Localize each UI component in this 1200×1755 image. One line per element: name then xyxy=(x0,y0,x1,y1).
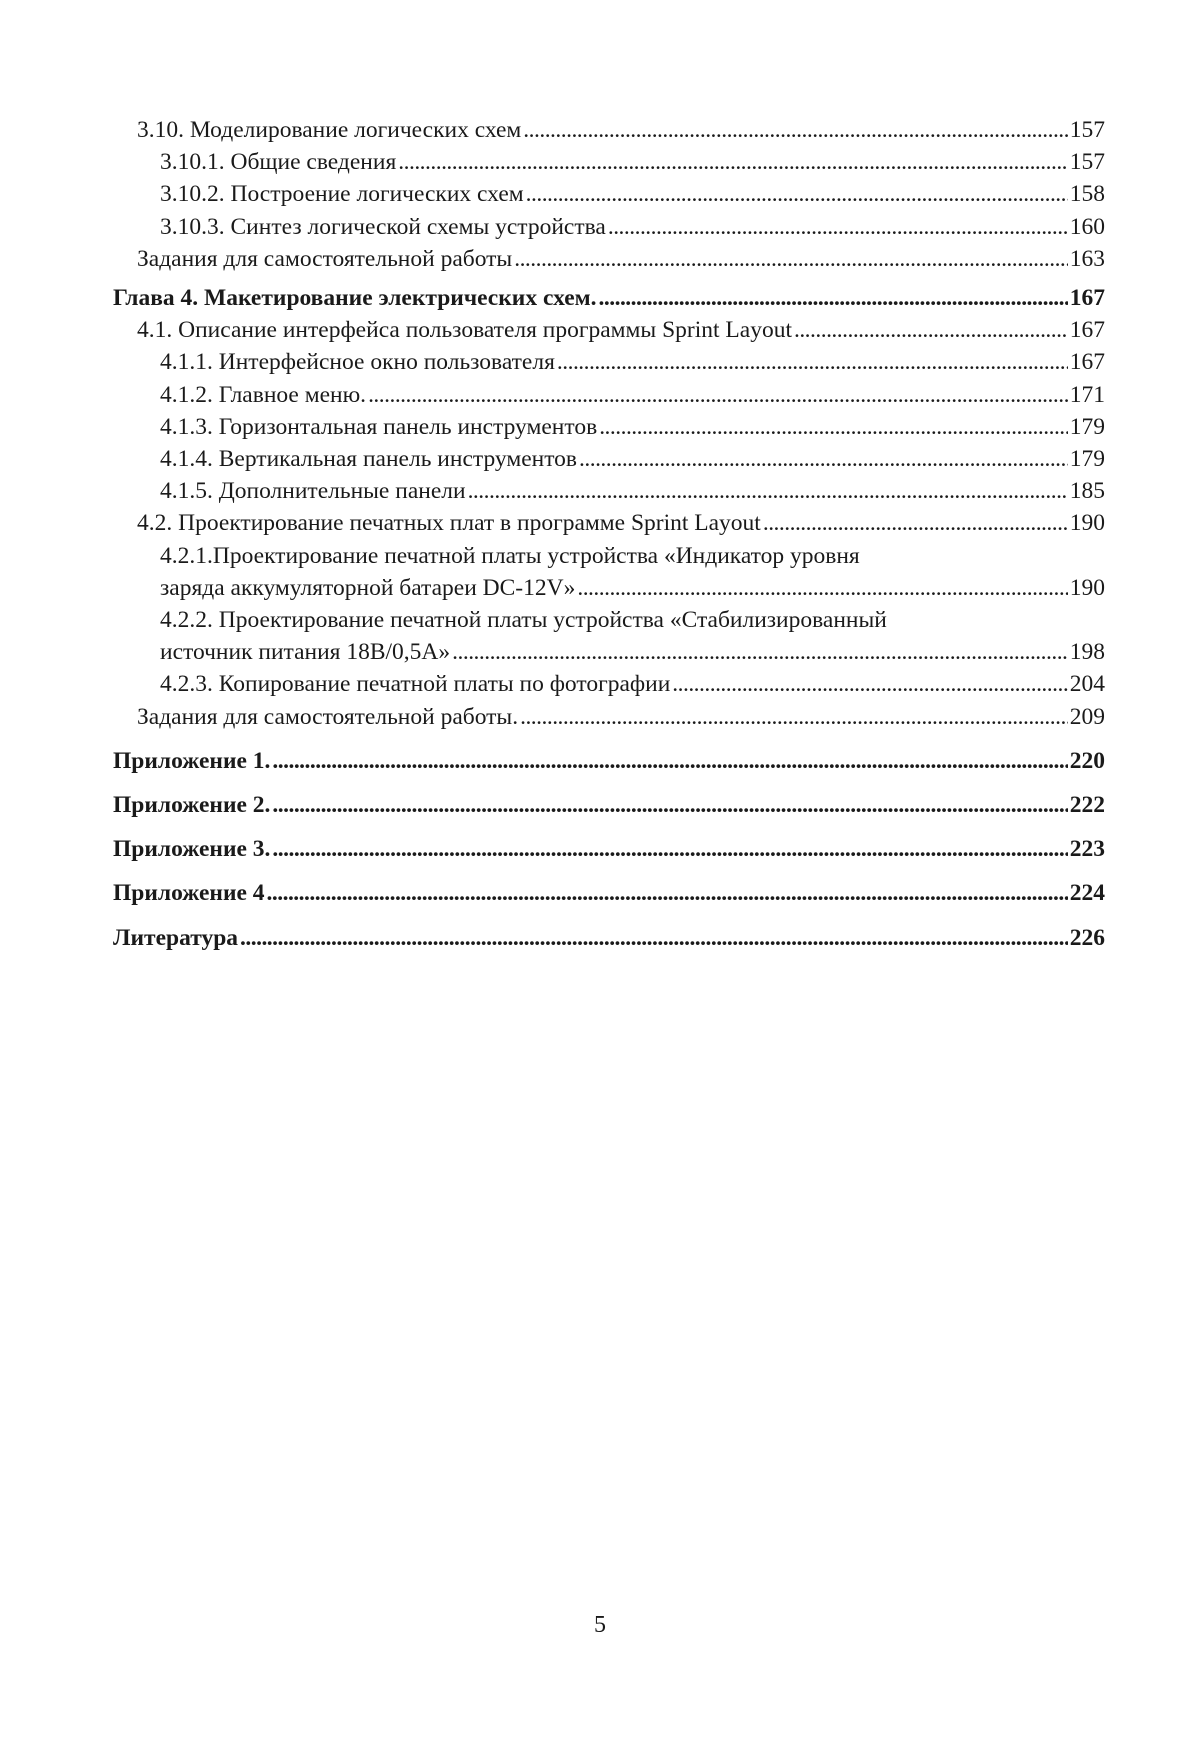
toc-appendix-entry xyxy=(113,745,1105,777)
toc-entry-page: 167 xyxy=(1069,349,1105,376)
toc-entry-title: 4.1. Описание интерфейса пользователя программы Sprint Layout xyxy=(137,317,792,344)
dot-leader xyxy=(763,507,1068,539)
toc-entry-page: 179 xyxy=(1069,446,1105,473)
toc-entry-page: 204 xyxy=(1069,671,1105,698)
toc-entry-page: 171 xyxy=(1069,381,1105,408)
dot-leader xyxy=(599,411,1068,443)
toc-entry-page: 190 xyxy=(1069,510,1105,537)
toc-entry xyxy=(113,146,1105,178)
toc-entry-page: 167 xyxy=(1069,285,1105,312)
toc-entry xyxy=(113,346,1105,378)
toc-entry-page: 158 xyxy=(1069,181,1105,208)
toc-entry-title: Приложение 2. xyxy=(113,792,271,819)
page-number: 5 xyxy=(594,1612,606,1638)
toc-entry-page: 190 xyxy=(1069,574,1105,601)
toc-entry-multiline xyxy=(113,604,1105,668)
dot-leader xyxy=(398,146,1067,178)
toc-entry xyxy=(113,636,1105,668)
dot-leader xyxy=(272,789,1067,821)
toc-entry-title: Задания для самостоятельной работы. xyxy=(137,703,519,730)
dot-leader xyxy=(267,877,1068,909)
dot-leader xyxy=(240,922,1068,954)
toc-entry-title: Глава 4. Макетирование электрических схем. xyxy=(113,285,597,312)
toc-entry-title-line2: источник питания 18В/0,5А» xyxy=(160,639,451,666)
toc-entry xyxy=(113,243,1105,275)
toc-entry-page: 222 xyxy=(1069,792,1105,819)
toc-appendix-entry xyxy=(113,833,1105,865)
toc-entry-title: Приложение 3. xyxy=(113,836,271,863)
toc-appendix-entry xyxy=(113,789,1105,821)
toc-entry-page: 198 xyxy=(1069,639,1105,666)
toc-entry-title: Приложение 4 xyxy=(113,880,265,907)
dot-leader xyxy=(577,572,1067,604)
toc-entry xyxy=(113,211,1105,243)
toc-entry-title: 3.10.1. Общие сведения xyxy=(160,149,397,176)
toc-entry xyxy=(113,314,1105,346)
toc-entry-page: 185 xyxy=(1069,478,1105,505)
dot-leader xyxy=(599,282,1068,314)
toc-entry-page: 224 xyxy=(1069,880,1105,907)
dot-leader xyxy=(794,314,1068,346)
toc-entry-title: 4.2.3. Копирование печатной платы по фотографии xyxy=(160,671,671,698)
dot-leader xyxy=(526,178,1068,210)
toc-chapter-entry xyxy=(113,282,1105,314)
toc-literature-entry xyxy=(113,922,1105,954)
dot-leader xyxy=(468,475,1068,507)
toc-entry-title: 4.1.1. Интерфейсное окно пользователя xyxy=(160,349,555,376)
toc-entry-title: 4.1.2. Главное меню. xyxy=(160,381,367,408)
toc-entry-multiline xyxy=(113,540,1105,604)
dot-leader xyxy=(523,114,1067,146)
toc-entry-title: Литература xyxy=(113,924,239,951)
toc-entry xyxy=(113,701,1105,733)
toc-entry xyxy=(113,668,1105,700)
dot-leader xyxy=(272,833,1067,865)
toc-entry-title: Задания для самостоятельной работы xyxy=(137,245,513,272)
toc-entry xyxy=(113,443,1105,475)
toc-entry-title: 4.1.4. Вертикальная панель инструментов xyxy=(160,446,578,473)
toc-entry xyxy=(113,411,1105,443)
toc-entry-title: 4.1.3. Горизонтальная панель инструментов xyxy=(160,413,598,440)
toc-entry-title: 3.10.2. Построение логических схем xyxy=(160,181,524,208)
dot-leader xyxy=(514,243,1068,275)
dot-leader xyxy=(608,211,1068,243)
toc-entry xyxy=(113,379,1105,411)
toc-entry-page: 179 xyxy=(1069,413,1105,440)
toc-entry-page: 220 xyxy=(1069,747,1105,774)
toc-entry-title: 4.1.5. Дополнительные панели xyxy=(160,478,466,505)
toc-entry-page: 157 xyxy=(1069,149,1105,176)
toc-entry-page: 226 xyxy=(1069,924,1105,951)
toc-entry xyxy=(113,507,1105,539)
toc-entry-page: 157 xyxy=(1069,117,1105,143)
dot-leader xyxy=(672,668,1067,700)
toc-entry-title-line2: заряда аккумуляторной батареи DC-12V» xyxy=(160,574,576,601)
toc-entry-title-line1: 4.2.1.Проектирование печатной платы устройства «Индикатор уровня xyxy=(160,542,860,569)
toc-entry-page: 163 xyxy=(1069,245,1105,272)
dot-leader xyxy=(520,701,1068,733)
toc-entry-title: Приложение 1. xyxy=(113,747,271,774)
table-of-contents xyxy=(113,114,1105,954)
toc-entry-page: 160 xyxy=(1069,213,1105,240)
toc-entry xyxy=(113,572,1105,604)
dot-leader xyxy=(579,443,1068,475)
toc-entry xyxy=(113,114,1105,146)
toc-entry-page: 209 xyxy=(1069,703,1105,730)
toc-entry-title: 4.2. Проектирование печатных плат в программе Sprint Layout xyxy=(137,510,761,537)
dot-leader xyxy=(272,745,1067,777)
dot-leader xyxy=(557,346,1068,378)
toc-entry-title: 3.10.3. Синтез логической схемы устройства xyxy=(160,213,606,240)
dot-leader xyxy=(452,636,1068,668)
toc-entry-page: 223 xyxy=(1069,836,1105,863)
toc-entry-title-line1: 4.2.2. Проектирование печатной платы устройства «Стабилизированный xyxy=(160,607,887,634)
toc-entry xyxy=(113,178,1105,210)
toc-entry-page: 167 xyxy=(1069,317,1105,344)
toc-appendix-entry xyxy=(113,877,1105,909)
toc-entry-title: 3.10. Моделирование логических схем xyxy=(137,117,522,143)
toc-entry xyxy=(113,475,1105,507)
dot-leader xyxy=(368,379,1068,411)
